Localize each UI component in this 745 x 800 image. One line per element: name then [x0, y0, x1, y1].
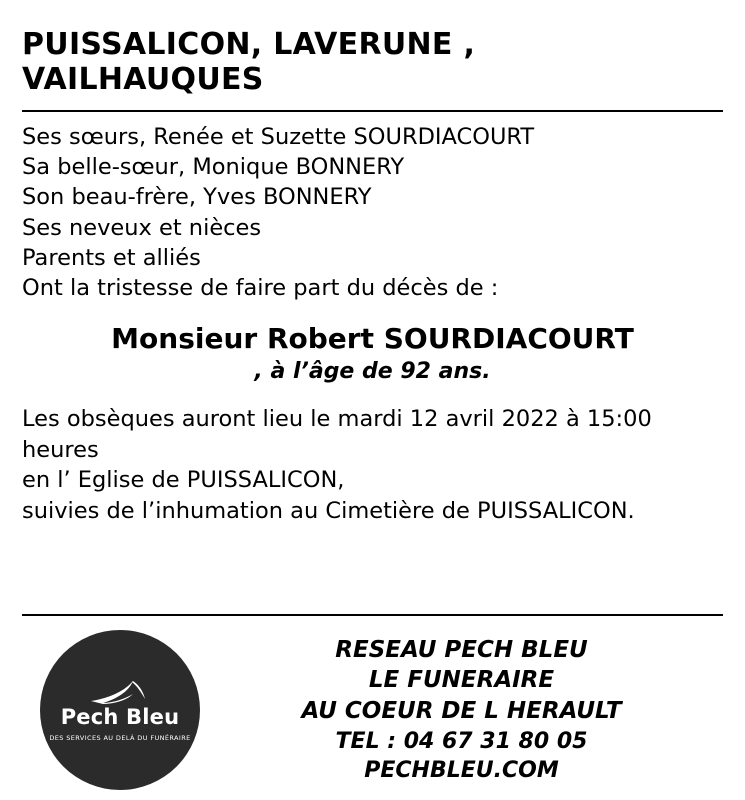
deceased-block: [22, 322, 723, 385]
page-title: PUISSALICON, LAVERUNE , VAILHAUQUES: [22, 27, 476, 97]
ceremony-line: Les obsèques auront lieu le mardi 12 avril 2022 à 15:00: [22, 406, 652, 433]
agency-info: [200, 635, 723, 785]
family-line: Sa belle-sœur, Monique BONNERY: [22, 153, 405, 180]
logo-tagline: DES SERVICES AU DELÀ DU FUNÉRAIRE: [49, 733, 191, 742]
ceremony-line: en l’ Eglise de PUISSALICON,: [22, 467, 345, 494]
agency-website: PECHBLEU.COM: [364, 757, 559, 783]
family-line: Ont la tristesse de faire part du décès de :: [22, 275, 499, 302]
agency-line: RESEAU PECH BLEU: [335, 636, 588, 663]
divider-top: [22, 110, 723, 112]
ceremony-line: heures: [22, 436, 99, 463]
family-list: [22, 122, 723, 304]
pech-bleu-logo: [40, 630, 200, 790]
family-line: Son beau-frère, Yves BONNERY: [22, 184, 372, 211]
ceremony-line: suivies de l’inhumation au Cimetière de PUISSALICON.: [22, 497, 635, 524]
logo-name: Pech Bleu: [60, 704, 180, 729]
footer: [22, 616, 723, 790]
spacer: [22, 526, 723, 608]
ceremony-details: [22, 404, 723, 526]
family-line: Ses sœurs, Renée et Suzette SOURDIACOURT: [22, 123, 535, 150]
swoosh-icon: [89, 679, 151, 705]
deceased-age: , à l’âge de 92 ans.: [254, 359, 491, 385]
family-line: Ses neveux et nièces: [22, 214, 262, 241]
deceased-name: Monsieur Robert SOURDIACOURT: [111, 321, 634, 355]
agency-line: AU COEUR DE L HERAULT: [301, 698, 622, 725]
family-line: Parents et alliés: [22, 245, 201, 272]
agency-line: LE FUNERAIRE: [368, 667, 555, 694]
agency-phone: TEL : 04 67 31 80 05: [335, 728, 588, 754]
